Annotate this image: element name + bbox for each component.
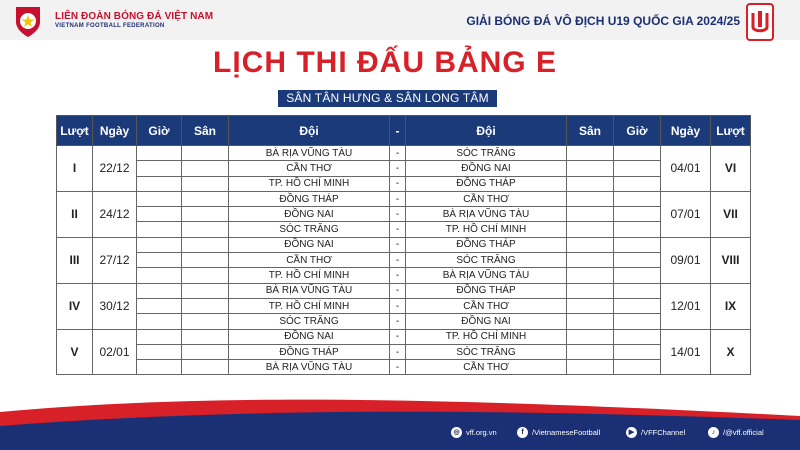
second-time-cell — [614, 314, 661, 329]
second-time-cell — [614, 191, 661, 206]
second-leg-round: VIII — [711, 237, 751, 283]
u19-badge-icon — [746, 3, 774, 41]
first-time-cell — [137, 344, 182, 359]
first-time-cell — [137, 191, 182, 206]
away-team: CẦN THƠ — [406, 191, 567, 206]
second-leg-date: 12/01 — [661, 283, 711, 329]
first-time-cell — [137, 146, 182, 161]
second-time-cell — [614, 360, 661, 375]
away-team: BÀ RỊA VŨNG TÀU — [406, 268, 567, 283]
org-subtitle: VIETNAM FOOTBALL FEDERATION — [55, 23, 165, 29]
first-venue-cell — [182, 253, 229, 268]
home-team: ĐỒNG NAI — [229, 329, 390, 344]
facebook-icon: f — [517, 427, 528, 438]
home-team: TP. HỒ CHÍ MINH — [229, 176, 390, 191]
home-team: BÀ RỊA VŨNG TÀU — [229, 360, 390, 375]
second-venue-cell — [567, 161, 614, 176]
table-row — [57, 222, 751, 237]
first-venue-cell — [182, 237, 229, 252]
first-leg-date: 27/12 — [93, 237, 137, 283]
first-leg-date: 30/12 — [93, 283, 137, 329]
match-separator: - — [390, 146, 406, 161]
first-leg-date: 24/12 — [93, 191, 137, 237]
home-team: TP. HỒ CHÍ MINH — [229, 298, 390, 313]
col-gio: Giờ — [137, 116, 182, 146]
footer-youtube[interactable] — [626, 425, 685, 439]
second-leg-round: VI — [711, 146, 751, 192]
away-team: SÓC TRĂNG — [406, 253, 567, 268]
away-team: ĐỒNG THÁP — [406, 283, 567, 298]
vff-logo-icon — [10, 4, 46, 40]
second-leg-date: 14/01 — [661, 329, 711, 375]
away-team: ĐỒNG NAI — [406, 314, 567, 329]
first-venue-cell — [182, 298, 229, 313]
second-time-cell — [614, 253, 661, 268]
col-luot: Lượt — [57, 116, 93, 146]
first-time-cell — [137, 237, 182, 252]
first-venue-cell — [182, 207, 229, 222]
match-separator: - — [390, 314, 406, 329]
first-leg-round: II — [57, 191, 93, 237]
tiktok-text: /@vff.official — [723, 427, 764, 437]
second-time-cell — [614, 283, 661, 298]
first-venue-cell — [182, 344, 229, 359]
col-gio-2: Giờ — [614, 116, 661, 146]
table-row — [57, 191, 751, 206]
org-name: LIÊN ĐOÀN BÓNG ĐÁ VIỆT NAM — [55, 11, 214, 22]
second-time-cell — [614, 344, 661, 359]
second-time-cell — [614, 268, 661, 283]
second-time-cell — [614, 298, 661, 313]
away-team: SÓC TRĂNG — [406, 146, 567, 161]
first-time-cell — [137, 329, 182, 344]
match-separator: - — [390, 237, 406, 252]
table-row — [57, 237, 751, 252]
home-team: CẦN THƠ — [229, 161, 390, 176]
second-time-cell — [614, 176, 661, 191]
second-venue-cell — [567, 146, 614, 161]
first-venue-cell — [182, 360, 229, 375]
away-team: SÓC TRĂNG — [406, 344, 567, 359]
second-leg-round: IX — [711, 283, 751, 329]
first-time-cell — [137, 283, 182, 298]
table-row — [57, 161, 751, 176]
col-doi: Đội — [229, 116, 390, 146]
facebook-text: /VietnameseFootball — [532, 427, 601, 437]
first-time-cell — [137, 298, 182, 313]
match-separator: - — [390, 298, 406, 313]
away-team: BÀ RỊA VŨNG TÀU — [406, 207, 567, 222]
first-time-cell — [137, 176, 182, 191]
footer-tiktok[interactable] — [708, 425, 764, 439]
table-row — [57, 360, 751, 375]
home-team: ĐỒNG THÁP — [229, 191, 390, 206]
table-row — [57, 344, 751, 359]
home-team: CẦN THƠ — [229, 253, 390, 268]
first-time-cell — [137, 360, 182, 375]
second-venue-cell — [567, 176, 614, 191]
away-team: TP. HỒ CHÍ MINH — [406, 222, 567, 237]
table-row — [57, 176, 751, 191]
footer-website[interactable] — [451, 425, 497, 439]
away-team: ĐỒNG NAI — [406, 161, 567, 176]
home-team: SÓC TRĂNG — [229, 222, 390, 237]
col-san-2: Sân — [567, 116, 614, 146]
second-venue-cell — [567, 344, 614, 359]
second-venue-cell — [567, 253, 614, 268]
first-venue-cell — [182, 268, 229, 283]
first-venue-cell — [182, 314, 229, 329]
table-row — [57, 146, 751, 161]
second-venue-cell — [567, 207, 614, 222]
first-time-cell — [137, 207, 182, 222]
youtube-text: /VFFChannel — [641, 427, 686, 437]
match-separator: - — [390, 176, 406, 191]
table-row — [57, 314, 751, 329]
footer-facebook[interactable] — [517, 425, 600, 439]
col-ngay-2: Ngày — [661, 116, 711, 146]
first-leg-round: III — [57, 237, 93, 283]
home-team: BÀ RỊA VŨNG TÀU — [229, 146, 390, 161]
second-time-cell — [614, 146, 661, 161]
away-team: ĐỒNG THÁP — [406, 176, 567, 191]
youtube-icon: ▶ — [626, 427, 637, 438]
tournament-title: GIẢI BÓNG ĐÁ VÔ ĐỊCH U19 QUỐC GIA 2024/25 — [466, 14, 740, 28]
col-doi-2: Đội — [406, 116, 567, 146]
second-venue-cell — [567, 191, 614, 206]
footer-wave — [0, 390, 800, 450]
second-time-cell — [614, 222, 661, 237]
first-leg-round: V — [57, 329, 93, 375]
second-venue-cell — [567, 298, 614, 313]
col-ngay: Ngày — [93, 116, 137, 146]
first-time-cell — [137, 222, 182, 237]
match-separator: - — [390, 191, 406, 206]
col-luot-2: Lượt — [711, 116, 751, 146]
first-venue-cell — [182, 329, 229, 344]
second-leg-round: X — [711, 329, 751, 375]
second-leg-date: 07/01 — [661, 191, 711, 237]
first-venue-cell — [182, 283, 229, 298]
first-time-cell — [137, 161, 182, 176]
match-separator: - — [390, 283, 406, 298]
away-team: CẦN THƠ — [406, 360, 567, 375]
match-separator: - — [390, 253, 406, 268]
away-team: ĐỒNG THÁP — [406, 237, 567, 252]
table-row — [57, 283, 751, 298]
second-leg-date: 04/01 — [661, 146, 711, 192]
match-separator: - — [390, 344, 406, 359]
home-team: BÀ RỊA VŨNG TÀU — [229, 283, 390, 298]
away-team: TP. HỒ CHÍ MINH — [406, 329, 567, 344]
col-separator: - — [390, 116, 406, 146]
table-row — [57, 298, 751, 313]
col-san: Sân — [182, 116, 229, 146]
second-venue-cell — [567, 283, 614, 298]
home-team: TP. HỒ CHÍ MINH — [229, 268, 390, 283]
match-separator: - — [390, 360, 406, 375]
second-venue-cell — [567, 314, 614, 329]
globe-icon: ◎ — [451, 427, 462, 438]
second-venue-cell — [567, 329, 614, 344]
header-bar — [0, 0, 800, 40]
first-venue-cell — [182, 191, 229, 206]
page-title: LỊCH THI ĐẤU BẢNG E — [213, 46, 557, 79]
table-row — [57, 329, 751, 344]
table-row — [57, 207, 751, 222]
first-time-cell — [137, 314, 182, 329]
first-leg-round: I — [57, 146, 93, 192]
second-venue-cell — [567, 360, 614, 375]
website-text: vff.org.vn — [466, 427, 497, 437]
match-separator: - — [390, 161, 406, 176]
first-venue-cell — [182, 222, 229, 237]
match-separator: - — [390, 329, 406, 344]
home-team: ĐỒNG NAI — [229, 237, 390, 252]
table-row — [57, 253, 751, 268]
table-header-row — [57, 116, 751, 146]
first-leg-round: IV — [57, 283, 93, 329]
tiktok-icon: ♪ — [708, 427, 719, 438]
first-venue-cell — [182, 161, 229, 176]
match-separator: - — [390, 222, 406, 237]
home-team: ĐỒNG THÁP — [229, 344, 390, 359]
second-time-cell — [614, 329, 661, 344]
match-separator: - — [390, 268, 406, 283]
venue-banner: SÂN TÂN HƯNG & SÂN LONG TÂM — [278, 90, 497, 107]
first-leg-date: 22/12 — [93, 146, 137, 192]
first-venue-cell — [182, 176, 229, 191]
first-leg-date: 02/01 — [93, 329, 137, 375]
schedule-table — [56, 115, 751, 375]
table-row — [57, 268, 751, 283]
match-separator: - — [390, 207, 406, 222]
second-leg-round: VII — [711, 191, 751, 237]
home-team: SÓC TRĂNG — [229, 314, 390, 329]
second-time-cell — [614, 207, 661, 222]
second-venue-cell — [567, 237, 614, 252]
second-time-cell — [614, 161, 661, 176]
second-venue-cell — [567, 222, 614, 237]
second-leg-date: 09/01 — [661, 237, 711, 283]
second-venue-cell — [567, 268, 614, 283]
first-venue-cell — [182, 146, 229, 161]
home-team: ĐỒNG NAI — [229, 207, 390, 222]
second-time-cell — [614, 237, 661, 252]
first-time-cell — [137, 268, 182, 283]
away-team: CẦN THƠ — [406, 298, 567, 313]
first-time-cell — [137, 253, 182, 268]
